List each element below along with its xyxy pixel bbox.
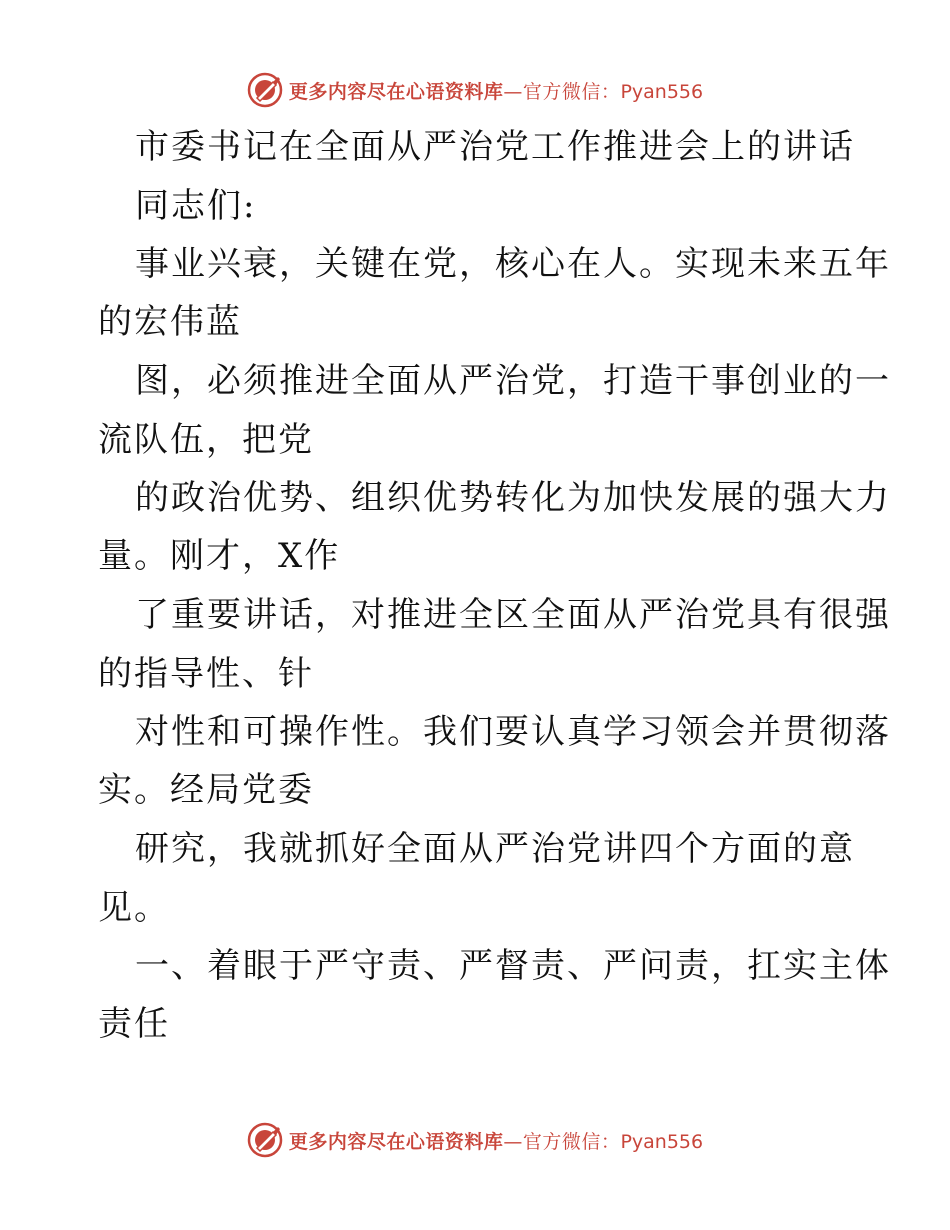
document-title: 市委书记在全面从严治党工作推进会上的讲话 (135, 127, 855, 167)
watermark-dash: — (503, 1130, 523, 1153)
watermark-text (289, 1127, 703, 1154)
paragraph-line: 的宏伟蓝 (98, 302, 242, 342)
watermark-label: 官方微信： (522, 1130, 621, 1153)
paragraph-line: 对性和可操作性。我们要认真学习领会并贯彻落 (135, 712, 891, 752)
watermark-id: Pyan556 (620, 1130, 704, 1153)
paragraph-line: 的指导性、针 (98, 654, 314, 694)
paragraph-line: 图，必须推进全面从严治党，打造干事创业的一 (135, 361, 891, 401)
paragraph-line: 了重要讲话，对推进全区全面从严治党具有很强 (135, 595, 891, 635)
watermark-label: 官方微信： (522, 80, 621, 103)
document-salutation: 同志们: (135, 186, 257, 226)
watermark-brand: 更多内容尽在心语资料库 (288, 80, 504, 103)
paragraph-line: 实。经局党委 (98, 770, 314, 810)
paragraph-line: 流队伍，把党 (98, 420, 314, 460)
section-heading-line: 责任 (98, 1004, 170, 1044)
paragraph-line: 事业兴衰，关键在党，核心在人。实现未来五年 (135, 244, 891, 284)
paragraph-line: 研究，我就抓好全面从严治党讲四个方面的意 (135, 829, 855, 869)
paragraph-line: 量。刚才，X作 (98, 536, 341, 576)
pen-logo-icon (247, 1122, 283, 1158)
paragraph-line: 的政治优势、组织优势转化为加快发展的强大力 (135, 478, 891, 518)
paragraph-line: 见。 (98, 888, 170, 928)
watermark-brand: 更多内容尽在心语资料库 (288, 1130, 504, 1153)
watermark-id: Pyan556 (620, 80, 704, 103)
section-heading-line: 一、着眼于严守责、严督责、严问责，扛实主体 (135, 946, 891, 986)
watermark-dash: — (503, 80, 523, 103)
footer-watermark (0, 1120, 950, 1160)
